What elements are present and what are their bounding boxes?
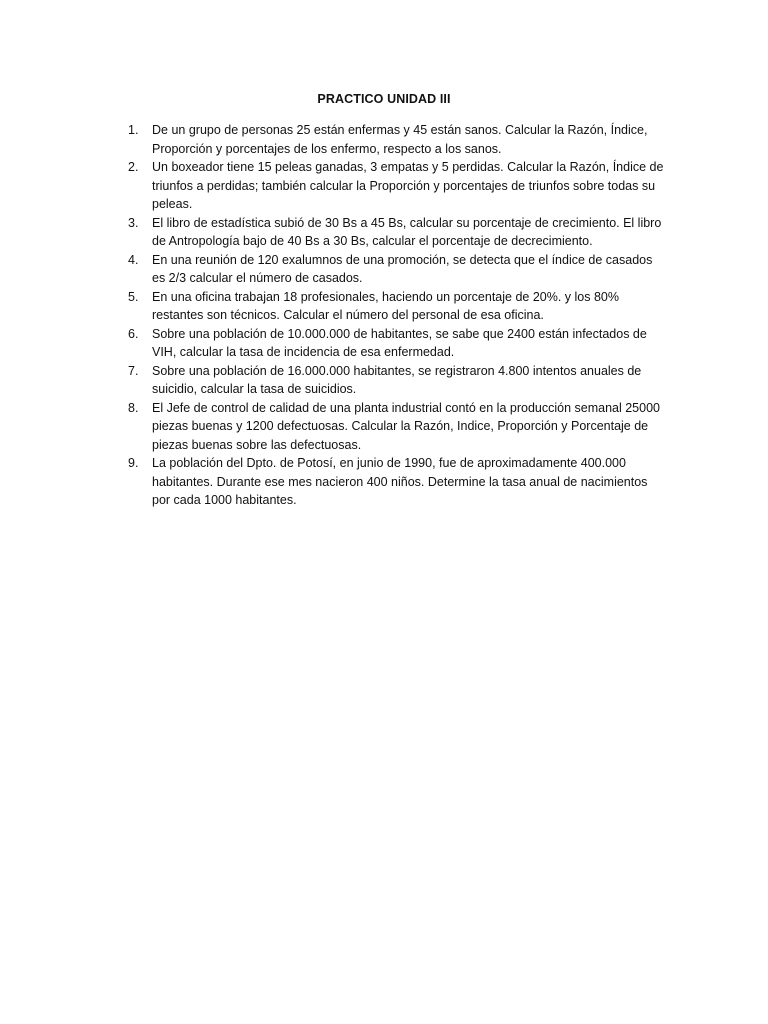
exercise-text: De un grupo de personas 25 están enfermas y 45 están sanos. Calcular la Razón, Índice, Proporción y porcentajes de los enfermo, respecto a los sanos.	[152, 123, 648, 156]
exercise-item-1	[128, 121, 668, 158]
exercise-item-9	[128, 454, 668, 510]
exercise-number: 3.	[128, 215, 139, 230]
exercise-number: 7.	[128, 363, 139, 378]
exercise-item-8	[128, 399, 668, 455]
exercise-text: En una oficina trabajan 18 profesionales, haciendo un porcentaje de 20%. y los 80% restantes son técnicos. Calcular el número del personal de esa oficina.	[152, 289, 619, 322]
exercise-text: Sobre una población de 16.000.000 habitantes, se registraron 4.800 intentos anuales de suicidio, calcular la tasa de suicidios.	[152, 363, 642, 396]
exercise-number: 8.	[128, 400, 139, 415]
exercise-text: El Jefe de control de calidad de una planta industrial contó en la producción semanal 25000 piezas buenas y 1200 defectuosas. Calcular la Razón, Indice, Proporción y Porcentaje de piezas buenas sobre las defectuosas.	[152, 400, 660, 452]
page-title: PRACTICO UNIDAD III	[317, 92, 451, 106]
exercise-list	[128, 121, 668, 510]
exercise-number: 6.	[128, 326, 139, 341]
exercise-text: En una reunión de 120 exalumnos de una promoción, se detecta que el índice de casados es 2/3 calcular el número de casados.	[152, 252, 653, 285]
exercise-number: 9.	[128, 456, 139, 470]
exercise-text: El libro de estadística subió de 30 Bs a 45 Bs, calcular su porcentaje de crecimiento. El libro de Antropología bajo de 40 Bs a 30 Bs, calcular el porcentaje de decrecimiento.	[152, 215, 662, 248]
exercise-item-3	[128, 214, 668, 251]
exercise-text: La población del Dpto. de Potosí, en junio de 1990, fue de aproximadamente 400.000 habitantes. Durante ese mes nacieron 400 niños. Determine la tasa anual de nacimientos por cada 1000 habitantes.	[152, 456, 648, 507]
exercise-text: Un boxeador tiene 15 peleas ganadas, 3 empatas y 5 perdidas. Calcular la Razón, Índice de triunfos a perdidas; también calcular la Proporción y porcentajes de triunfos sobre todas su peleas.	[152, 160, 664, 211]
exercise-item-2	[128, 158, 668, 214]
exercise-item-6	[128, 325, 668, 362]
exercise-item-5	[128, 288, 668, 325]
exercise-number: 2.	[128, 160, 139, 174]
exercise-item-4	[128, 251, 668, 288]
exercise-number: 5.	[128, 289, 139, 304]
exercise-item-7	[128, 362, 668, 399]
exercise-text: Sobre una población de 10.000.000 de habitantes, se sabe que 2400 están infectados de VIH, calcular la tasa de incidencia de esa enfermedad.	[152, 326, 647, 359]
exercise-number: 4.	[128, 252, 139, 267]
exercise-number: 1.	[128, 123, 139, 137]
